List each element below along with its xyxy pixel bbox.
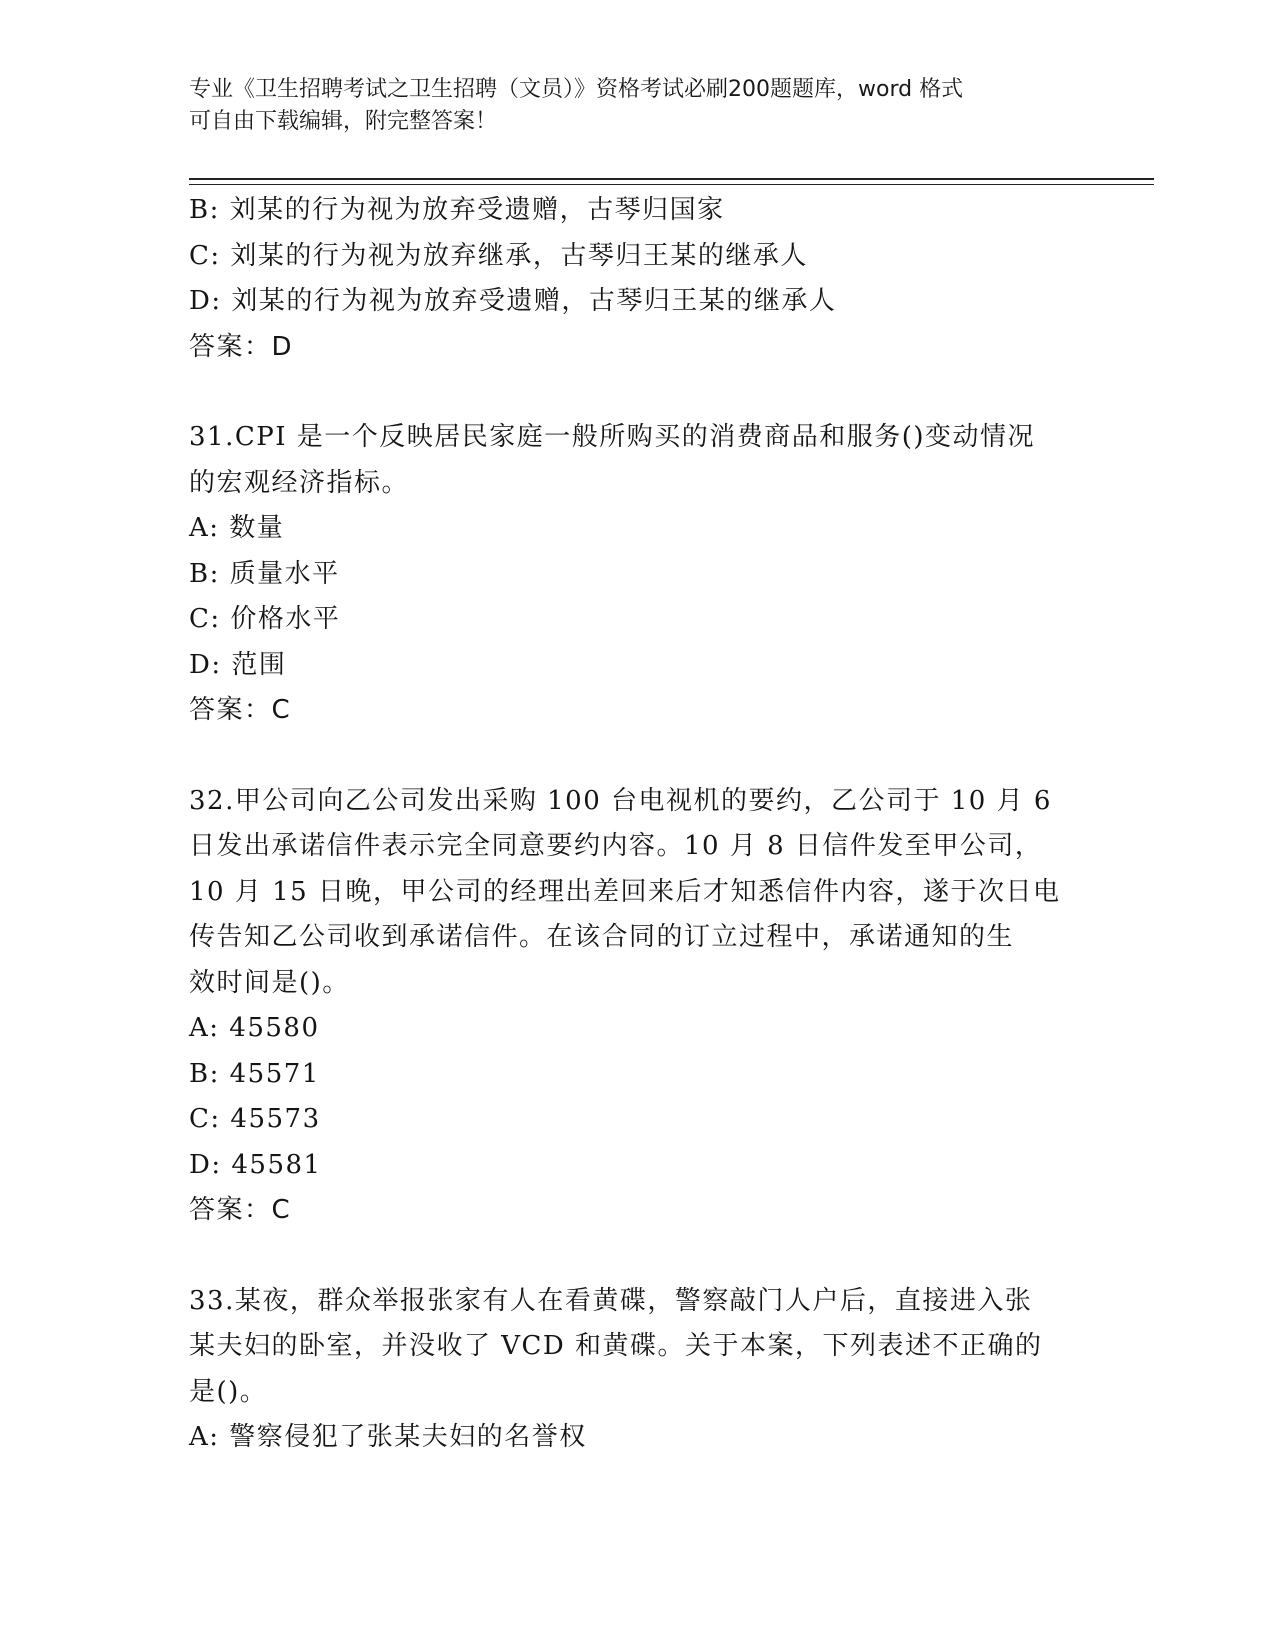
q32-stem-line-4: 传告知乙公司收到承诺信件。在该合同的订立过程中，承诺通知的生 (189, 922, 1015, 952)
q32-stem-line-1: 32.甲公司向乙公司发出采购 100 台电视机的要约，乙公司于 10 月 6 (189, 785, 1052, 816)
q32-stem-line-5: 效时间是()。 (189, 967, 350, 998)
spacer (189, 734, 1089, 779)
header-divider-thick (189, 178, 1154, 180)
q32-option-b: B: 45571 (189, 1058, 320, 1089)
q30-answer: 答案：D (189, 331, 294, 362)
header-divider-thin (189, 184, 1154, 185)
q31-option-a: A: 数量 (189, 513, 285, 543)
q31-option-b: B: 质量水平 (189, 558, 340, 589)
q33-option-a: A: 警察侵犯了张某夫妇的名誉权 (189, 1422, 587, 1452)
q33-stem-line-3: 是()。 (189, 1376, 268, 1407)
q32-option-a: A: 45580 (189, 1013, 320, 1043)
header-line-1: 专业《卫生招聘考试之卫生招聘（文员）》资格考试必刷200题题库，word 格式 (189, 77, 964, 102)
q32-answer: 答案：C (189, 1195, 292, 1225)
q31-option-c: C: 价格水平 (189, 604, 341, 634)
spacer (189, 370, 1089, 415)
q31-stem-line-2: 的宏观经济指标。 (189, 467, 410, 498)
q30-option-c: C: 刘某的行为视为放弃继承，古琴归王某的继承人 (189, 240, 808, 271)
q33-stem-line-2: 某夫妇的卧室，并没收了 VCD 和黄碟。关于本案，下列表述不正确的 (189, 1331, 1043, 1361)
spacer (189, 1234, 1089, 1279)
q33-stem-line-1: 33.某夜，群众举报张家有人在看黄碟，警察敲门人户后，直接进入张 (189, 1285, 1033, 1316)
q32-option-c: C: 45573 (189, 1104, 321, 1134)
document-header (189, 74, 1069, 138)
q31-option-d: D: 范围 (189, 649, 287, 680)
document-body (189, 188, 1089, 1461)
header-line-2: 可自由下载编辑，附完整答案！ (189, 109, 498, 134)
q32-option-d: D: 45581 (189, 1149, 322, 1180)
q32-stem-line-2: 日发出承诺信件表示完全同意要约内容。10 月 8 日信件发至甲公司， (189, 831, 1043, 861)
q30-option-d: D: 刘某的行为视为放弃受遗赠，古琴归王某的继承人 (189, 286, 837, 316)
q32-stem-line-3: 10 月 15 日晚，甲公司的经理出差回来后才知悉信件内容，遂于次日电 (189, 876, 1061, 907)
q31-answer: 答案：C (189, 695, 292, 725)
q30-option-b: B: 刘某的行为视为放弃受遗赠，古琴归国家 (189, 195, 725, 225)
q31-stem-line-1: 31.CPI 是一个反映居民家庭一般所购买的消费商品和服务()变动情况 (189, 422, 1036, 452)
